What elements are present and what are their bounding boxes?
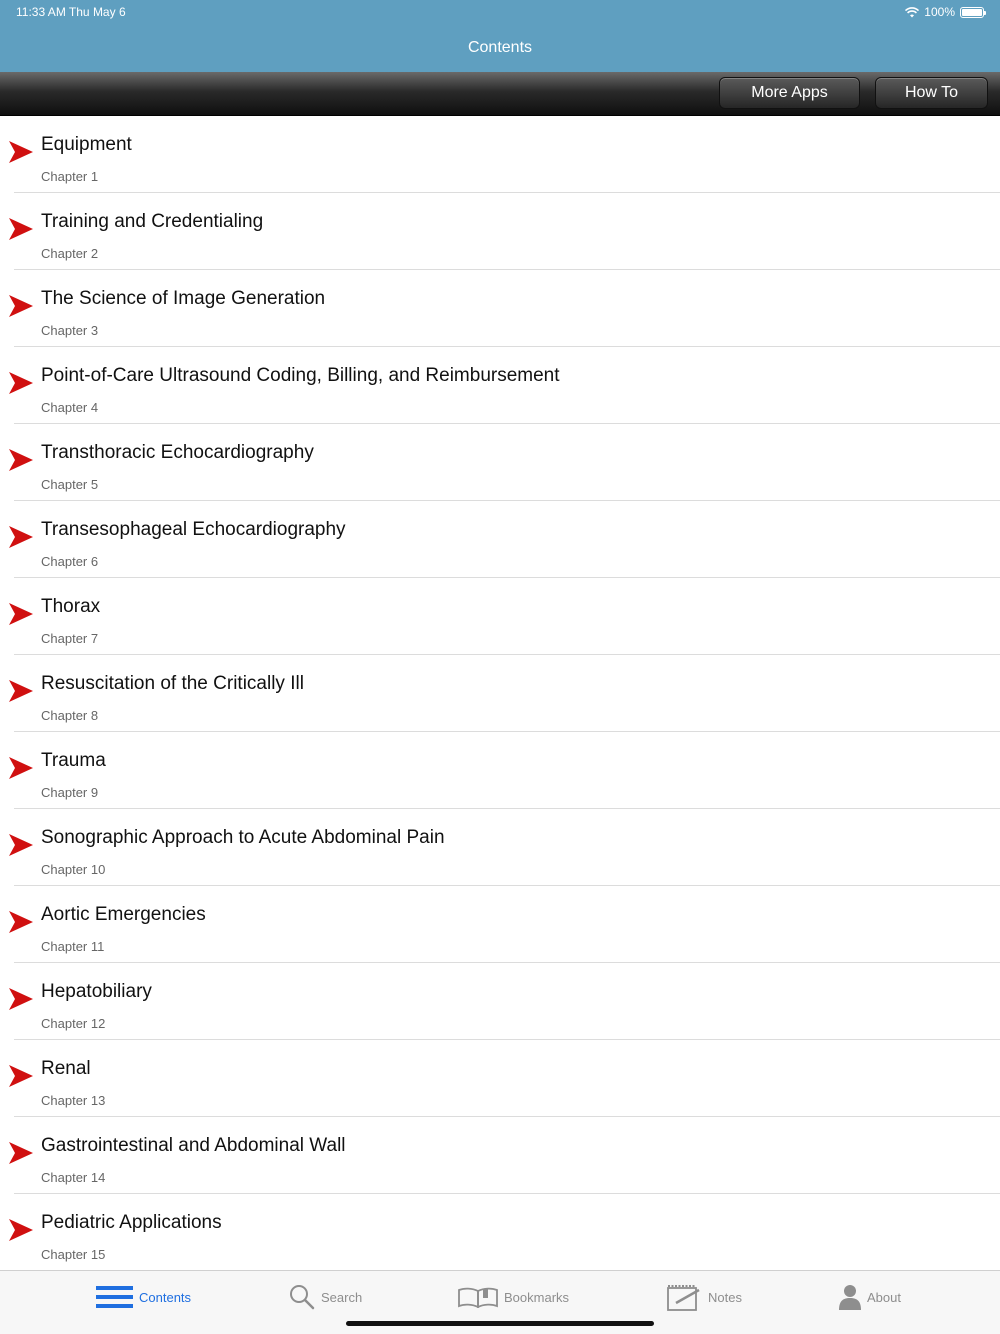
status-indicators [905, 5, 984, 19]
tab-search[interactable] [289, 1283, 362, 1311]
more-apps-button[interactable]: More Apps [719, 77, 860, 109]
toolbar [0, 72, 1000, 116]
list-item[interactable] [14, 116, 1000, 193]
red-arrow-icon [8, 833, 34, 857]
how-to-button[interactable]: How To [875, 77, 988, 109]
tab-notes[interactable] [666, 1283, 742, 1311]
chapter-number: Chapter 6 [41, 554, 99, 569]
chapter-number: Chapter 12 [41, 1016, 106, 1031]
chapter-title: Training and Credentialing [41, 211, 264, 232]
red-arrow-icon [8, 987, 34, 1011]
list-icon [96, 1285, 133, 1309]
red-arrow-icon [8, 525, 34, 549]
red-arrow-icon [8, 602, 34, 626]
chapter-title: Transthoracic Echocardiography [41, 442, 314, 463]
chapter-number: Chapter 3 [41, 323, 99, 338]
home-indicator [346, 1321, 654, 1326]
tab-label: About [867, 1289, 901, 1305]
chapter-list [0, 116, 1000, 1270]
chapter-number: Chapter 2 [41, 246, 99, 261]
red-arrow-icon [8, 217, 34, 241]
tab-label: Bookmarks [504, 1289, 570, 1305]
red-arrow-icon [8, 371, 34, 395]
search-icon [289, 1284, 315, 1310]
chapter-title: Renal [41, 1058, 91, 1079]
list-item[interactable] [14, 501, 1000, 578]
battery-icon [960, 7, 984, 18]
chapter-number: Chapter 7 [41, 631, 99, 646]
wifi-icon [905, 7, 919, 18]
chapter-title: Trauma [41, 750, 106, 771]
list-item[interactable] [14, 809, 1000, 886]
chapter-title: Sonographic Approach to Acute Abdominal Pain [41, 827, 445, 848]
list-item[interactable] [14, 886, 1000, 963]
list-item[interactable] [14, 1117, 1000, 1194]
red-arrow-icon [8, 756, 34, 780]
red-arrow-icon [8, 294, 34, 318]
chapter-title: Transesophageal Echocardiography [41, 519, 346, 540]
list-item[interactable] [14, 963, 1000, 1040]
chapter-title: Aortic Emergencies [41, 904, 206, 925]
chapter-title: Pediatric Applications [41, 1212, 222, 1233]
status-time: 11:33 AM Thu May 6 [16, 5, 126, 19]
page-title: Contents [467, 39, 533, 56]
list-item[interactable] [14, 193, 1000, 270]
chapter-title: Point-of-Care Ultrasound Coding, Billing, and Reimbursement [41, 365, 560, 386]
chapter-title: Equipment [41, 134, 132, 155]
chapter-number: Chapter 15 [41, 1247, 106, 1262]
red-arrow-icon [8, 1064, 34, 1088]
red-arrow-icon [8, 1218, 34, 1242]
chapter-number: Chapter 9 [41, 785, 99, 800]
list-item[interactable] [14, 424, 1000, 501]
notepad-icon [666, 1283, 702, 1311]
tab-label: Notes [708, 1289, 742, 1305]
chapter-number: Chapter 10 [41, 862, 106, 877]
chapter-title: Resuscitation of the Critically Ill [41, 673, 304, 694]
book-icon [458, 1286, 498, 1308]
list-item[interactable] [14, 270, 1000, 347]
tab-about[interactable] [839, 1283, 901, 1311]
list-item[interactable] [14, 732, 1000, 809]
app-header [0, 0, 1000, 72]
chapter-title: Hepatobiliary [41, 981, 152, 1002]
red-arrow-icon [8, 679, 34, 703]
list-item[interactable] [14, 578, 1000, 655]
tab-label: Contents [139, 1289, 192, 1305]
tab-bookmarks[interactable] [458, 1283, 569, 1311]
chapter-title: Gastrointestinal and Abdominal Wall [41, 1135, 346, 1156]
tab-label: Search [321, 1289, 363, 1305]
chapter-title: Thorax [41, 596, 101, 617]
red-arrow-icon [8, 1141, 34, 1165]
list-item[interactable] [14, 655, 1000, 732]
chapter-number: Chapter 13 [41, 1093, 106, 1108]
red-arrow-icon [8, 910, 34, 934]
chapter-number: Chapter 5 [41, 477, 99, 492]
list-item[interactable] [14, 1194, 1000, 1270]
chapter-number: Chapter 8 [41, 708, 99, 723]
tab-contents[interactable] [96, 1283, 191, 1311]
red-arrow-icon [8, 448, 34, 472]
chapter-number: Chapter 4 [41, 400, 99, 415]
red-arrow-icon [8, 140, 34, 164]
battery-percent: 100% [924, 5, 955, 19]
chapter-number: Chapter 14 [41, 1170, 106, 1185]
chapter-number: Chapter 11 [41, 939, 105, 954]
list-item[interactable] [14, 1040, 1000, 1117]
chapter-number: Chapter 1 [41, 169, 99, 184]
chapter-title: The Science of Image Generation [41, 288, 326, 309]
list-item[interactable] [14, 347, 1000, 424]
person-icon [839, 1284, 861, 1310]
